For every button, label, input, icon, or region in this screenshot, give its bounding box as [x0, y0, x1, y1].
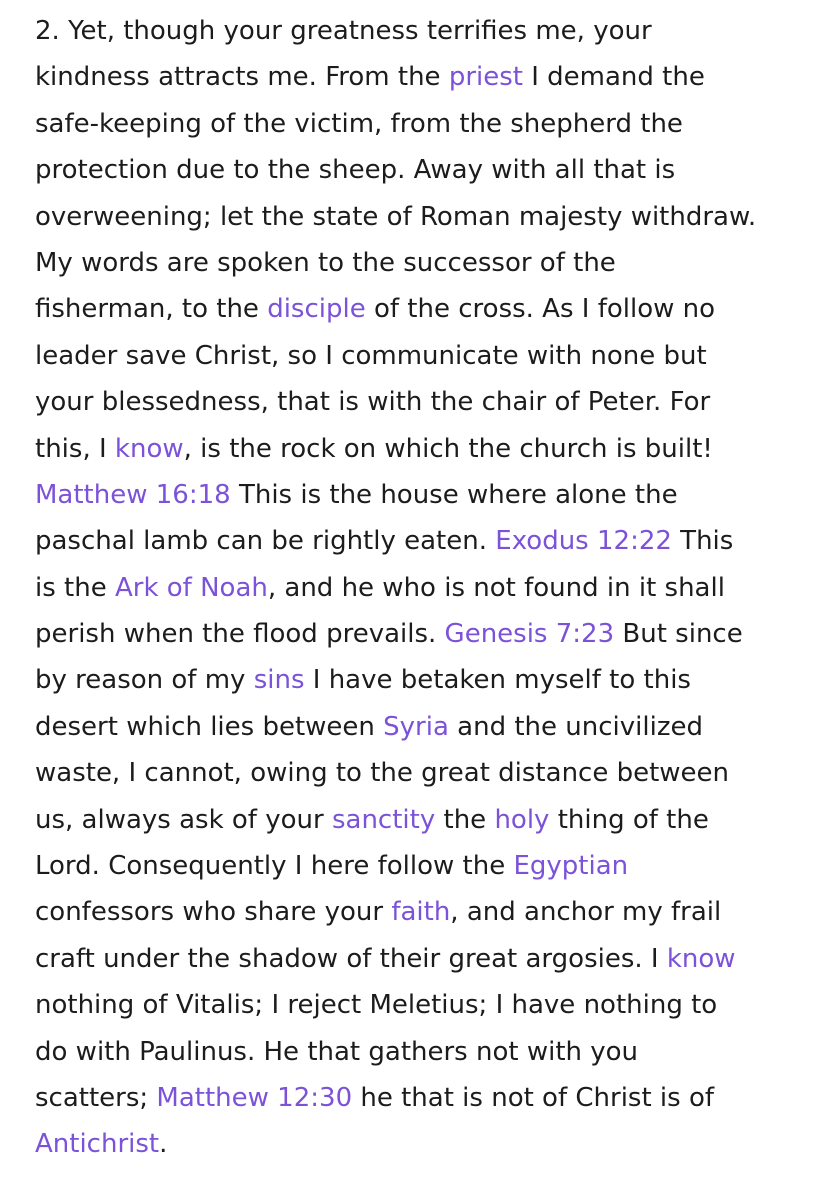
text-line [35, 982, 825, 1028]
text-line [35, 101, 825, 147]
text-line [35, 333, 825, 379]
text-line [35, 379, 825, 425]
link-sanctity[interactable]: sanctity [331, 804, 436, 835]
text-run: This [671, 526, 734, 557]
link-genesis-7-23[interactable]: Genesis 7:23 [444, 619, 615, 650]
text-run: nothing of Vitalis; I reject Meletius; I have nothing to [35, 990, 718, 1021]
link-sins[interactable]: sins [253, 665, 305, 696]
text-line [35, 611, 825, 657]
text-run: thing of the [549, 804, 709, 835]
link-exodus-12-22[interactable]: Exodus 12:22 [495, 526, 672, 557]
link-syria[interactable]: Syria [383, 711, 449, 742]
link-holy[interactable]: holy [494, 804, 550, 835]
text-run: do with Paulinus. He that gathers not with you [35, 1036, 639, 1067]
link-ark-of-noah[interactable]: Ark of Noah [114, 572, 268, 603]
text-line [35, 750, 825, 796]
text-run: by reason of my [35, 665, 254, 696]
text-run: your blessedness, that is with the chair of Peter. For [35, 387, 711, 418]
text-line [35, 147, 825, 193]
text-run: overweening; let the state of Roman majesty withdraw. [35, 201, 757, 232]
text-line [35, 1121, 825, 1167]
text-run: , is the rock on which the church is built! [183, 433, 713, 464]
text-run: Lord. Consequently I here follow the [35, 851, 514, 882]
text-line [35, 797, 825, 843]
text-run: this, I [35, 433, 115, 464]
text-line [35, 936, 825, 982]
text-run: us, always ask of your [35, 804, 332, 835]
text-line [35, 565, 825, 611]
text-run: This is the house where alone the [230, 479, 678, 510]
text-run: of the cross. As I follow no [365, 294, 716, 325]
text-line [35, 8, 825, 54]
text-line [35, 518, 825, 564]
text-line [35, 194, 825, 240]
text-line [35, 426, 825, 472]
text-run: confessors who share your [35, 897, 392, 928]
text-run: I have betaken myself to this [304, 665, 691, 696]
text-run: he that is not of Christ is of [352, 1082, 715, 1113]
text-run: 2. Yet, though your greatness terrifies me, your [35, 16, 652, 46]
text-line [35, 843, 825, 889]
text-run: paschal lamb can be rightly eaten. [35, 526, 496, 557]
link-know[interactable]: know [114, 433, 184, 464]
letter-paragraph [35, 8, 825, 1168]
text-run: But since [614, 619, 743, 650]
link-disciple[interactable]: disciple [267, 294, 366, 325]
text-run: scatters; [35, 1082, 157, 1113]
text-run: waste, I cannot, owing to the great distance between [35, 758, 730, 789]
text-line [35, 240, 825, 286]
text-run: I demand the [522, 62, 705, 93]
text-run: safe-keeping of the victim, from the shepherd the [35, 108, 683, 139]
text-run: , and he who is not found in it shall [267, 572, 725, 603]
text-line [35, 704, 825, 750]
link-matthew-12-30[interactable]: Matthew 12:30 [156, 1082, 353, 1113]
text-run: the [435, 804, 495, 835]
link-priest[interactable]: priest [448, 62, 523, 93]
text-run: desert which lies between [35, 711, 384, 742]
text-run: and the uncivilized [448, 711, 703, 742]
text-run: is the [35, 572, 115, 603]
text-line [35, 1075, 825, 1121]
link-know-2[interactable]: know [666, 943, 736, 974]
text-line [35, 1029, 825, 1075]
text-run: kindness attracts me. From the [35, 62, 449, 93]
text-run: , and anchor my frail [450, 897, 722, 928]
text-line [35, 657, 825, 703]
link-matthew-16-18[interactable]: Matthew 16:18 [35, 479, 231, 510]
text-run: . [159, 1129, 168, 1160]
text-run: perish when the flood prevails. [35, 619, 445, 650]
link-faith[interactable]: faith [391, 897, 451, 928]
text-run: fisherman, to the [35, 294, 268, 325]
text-run: protection due to the sheep. Away with all that is [35, 155, 676, 186]
text-run: leader save Christ, so I communicate with none but [35, 340, 707, 371]
text-line [35, 286, 825, 332]
text-run: My words are spoken to the successor of the [35, 247, 616, 278]
text-run: craft under the shadow of their great argosies. I [35, 943, 667, 974]
link-egyptian[interactable]: Egyptian [513, 851, 629, 882]
link-antichrist[interactable]: Antichrist [35, 1129, 160, 1160]
text-line [35, 472, 825, 518]
text-line [35, 54, 825, 100]
text-line [35, 889, 825, 935]
